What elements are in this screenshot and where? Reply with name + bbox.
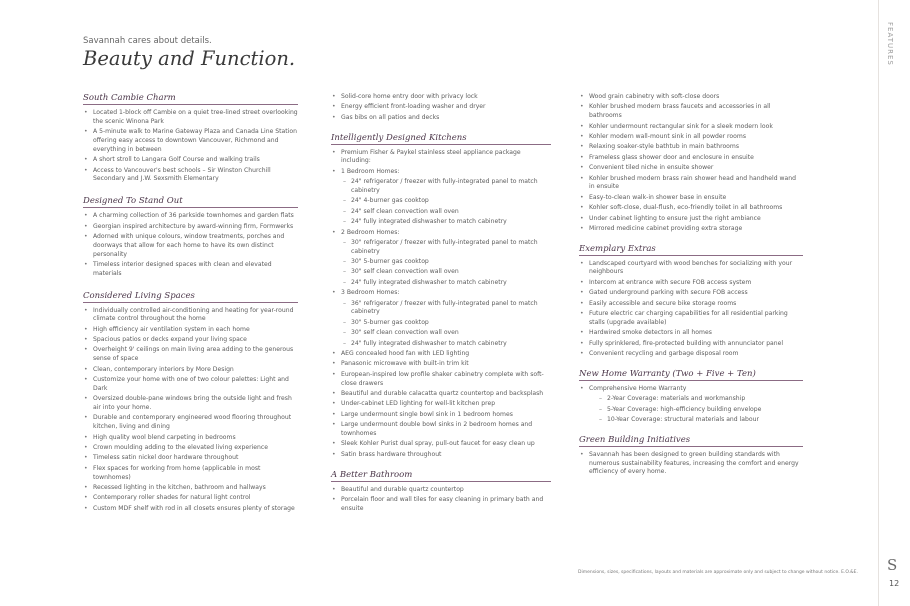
feature-item: • Panasonic microwave with built-in trim kit: [331, 360, 551, 369]
feature-list: [579, 93, 803, 234]
section-heading: Considered Living Spaces: [83, 291, 298, 303]
feature-section: [331, 133, 551, 460]
feature-item: • Individually controlled air-conditioning and heating for year-round climate control throughout the home: [83, 307, 298, 325]
feature-item: • Timeless satin nickel door hardware throughout: [83, 454, 298, 463]
feature-item: • Kohler undermount rectangular sink for a sleek modern look: [579, 123, 803, 132]
feature-item: • Access to Vancouver's best schools – Sir Winston Churchill Secondary and J.W. Sexsmith Elementary: [83, 167, 298, 185]
feature-item: • High quality wool blend carpeting in bedrooms: [83, 434, 298, 443]
feature-item: • Large undermount double bowl sinks in 2 bedroom homes and townhomes: [331, 421, 551, 439]
feature-item: • Under-cabinet LED lighting for well-lit kitchen prep: [331, 400, 551, 409]
section-heading: Intelligently Designed Kitchens: [331, 133, 551, 145]
feature-item: • Beautiful and durable quartz countertop: [331, 486, 551, 495]
feature-item: • Comprehensive Home Warranty: [579, 385, 803, 394]
feature-list: [83, 212, 298, 278]
feature-section: [579, 93, 803, 234]
feature-item: • Easy-to-clean walk-in shower base in ensuite: [579, 194, 803, 203]
feature-list: [579, 451, 803, 477]
feature-item: • A 5-minute walk to Marine Gateway Plaza and Canada Line Station offering easy access to downtown Vancouver, Richmond and everything in between: [83, 128, 298, 154]
feature-item: – 24" fully integrated dishwasher to match cabinetry: [331, 340, 551, 349]
section-label: FEATURES: [886, 22, 894, 66]
column-middle: [331, 93, 551, 515]
feature-section: [579, 435, 803, 477]
feature-item: • Recessed lighting in the kitchen, bathroom and hallways: [83, 484, 298, 493]
sidebar-strip: [878, 0, 910, 606]
feature-item: • European-inspired low profile shaker cabinetry complete with soft-close drawers: [331, 371, 551, 389]
feature-item: • Beautiful and durable calacatta quartz countertop and backsplash: [331, 390, 551, 399]
feature-item: • A charming collection of 36 parkside townhomes and garden flats: [83, 212, 298, 221]
footnote: Dimensions, sizes, specifications, layouts and materials are approximate only and subject to change without notice. E.O.&E.: [578, 570, 858, 575]
feature-section: [331, 93, 551, 123]
feature-item: • Porcelain floor and wall tiles for easy cleaning in primary bath and ensuite: [331, 496, 551, 514]
feature-item: • Sleek Kohler Purist dual spray, pull-out faucet for easy clean up: [331, 440, 551, 449]
feature-section: [83, 291, 298, 514]
feature-item: • Premium Fisher & Paykel stainless steel appliance package including:: [331, 149, 551, 167]
feature-item: • Solid-core home entry door with privacy lock: [331, 93, 551, 102]
feature-list: [579, 385, 803, 425]
page-title: Beauty and Function.: [83, 47, 296, 70]
feature-item: • Customize your home with one of two colour palettes: Light and Dark: [83, 376, 298, 394]
feature-item: • Easily accessible and secure bike storage rooms: [579, 300, 803, 309]
feature-item: • Frameless glass shower door and enclosure in ensuite: [579, 154, 803, 163]
feature-item: – 24" fully integrated dishwasher to match cabinetry: [331, 279, 551, 288]
brand-logo-icon: S: [887, 556, 898, 574]
feature-item: • Landscaped courtyard with wood benches for socializing with your neighbours: [579, 260, 803, 278]
feature-item: • Custom MDF shelf with rod in all closets ensures plenty of storage: [83, 505, 298, 514]
feature-item: • Savannah has been designed to green building standards with numerous sustainability features, increasing the comfort and energy efficiency of every home.: [579, 451, 803, 477]
feature-item: • Crown moulding adding to the elevated living experience: [83, 444, 298, 453]
feature-item: • Kohler brushed modern brass faucets and accessories in all bathrooms: [579, 103, 803, 121]
feature-item: • Gas bibs on all patios and decks: [331, 114, 551, 123]
feature-item: – 30" refrigerator / freezer with fully-integrated panel to match cabinetry: [331, 239, 551, 257]
feature-item: • Relaxing soaker-style bathtub in main bathrooms: [579, 143, 803, 152]
feature-item: – 10-Year Coverage: structural materials and labour: [579, 416, 803, 425]
feature-item: • 1 Bedroom Homes:: [331, 168, 551, 177]
feature-item: • Hardwired smoke detectors in all homes: [579, 329, 803, 338]
feature-list: [331, 93, 551, 123]
feature-item: • Timeless interior designed spaces with clean and elevated materials: [83, 261, 298, 279]
feature-item: • Fully sprinklered, fire-protected building with annunciator panel: [579, 340, 803, 349]
section-heading: South Cambie Charm: [83, 93, 298, 105]
feature-section: [83, 93, 298, 184]
feature-item: – 24" refrigerator / freezer with fully-integrated panel to match cabinetry: [331, 178, 551, 196]
feature-list: [579, 260, 803, 359]
feature-item: • Kohler brushed modern brass rain shower head and handheld wand in ensuite: [579, 175, 803, 193]
feature-item: • Durable and contemporary engineered wood flooring throughout kitchen, living and dining: [83, 414, 298, 432]
column-left: [83, 93, 298, 515]
feature-item: • Adorned with unique colours, window treatments, porches and doorways that allow for each home to have its own distinct personality: [83, 233, 298, 259]
feature-section: [83, 196, 298, 278]
feature-section: [331, 470, 551, 514]
feature-list: [83, 307, 298, 514]
feature-item: • Convenient tiled niche in ensuite shower: [579, 164, 803, 173]
feature-list: [331, 149, 551, 460]
feature-item: • Oversized double-pane windows bring the outside light and fresh air into your home.: [83, 395, 298, 413]
feature-item: • Satin brass hardware throughout: [331, 451, 551, 460]
feature-item: • Clean, contemporary interiors by More Design: [83, 366, 298, 375]
feature-item: • Overheight 9' ceilings on main living area adding to the generous sense of space: [83, 346, 298, 364]
feature-item: • Large undermount single bowl sink in 1 bedroom homes: [331, 411, 551, 420]
feature-item: – 5-Year Coverage: high-efficiency building envelope: [579, 406, 803, 415]
section-heading: Green Building Initiatives: [579, 435, 803, 447]
feature-section: [579, 369, 803, 425]
feature-item: – 24" 4-burner gas cooktop: [331, 197, 551, 206]
feature-item: • A short stroll to Langara Golf Course and walking trails: [83, 156, 298, 165]
feature-list: [331, 486, 551, 514]
feature-item: • AEG concealed hood fan with LED lighting: [331, 350, 551, 359]
feature-item: – 24" self clean convection wall oven: [331, 208, 551, 217]
section-heading: A Better Bathroom: [331, 470, 551, 482]
feature-item: • 2 Bedroom Homes:: [331, 229, 551, 238]
feature-item: – 24" fully integrated dishwasher to match cabinetry: [331, 218, 551, 227]
feature-item: – 36" refrigerator / freezer with fully-integrated panel to match cabinetry: [331, 300, 551, 318]
feature-item: • Georgian inspired architecture by award-winning firm, Formwerks: [83, 223, 298, 232]
feature-item: • Future electric car charging capabilities for all residential parking stalls (upgrade available): [579, 310, 803, 328]
feature-item: – 30" 5-burner gas cooktop: [331, 319, 551, 328]
feature-item: • Located 1-block off Cambie on a quiet tree-lined street overlooking the scenic Winona Park: [83, 109, 298, 127]
feature-item: • Mirrored medicine cabinet providing extra storage: [579, 225, 803, 234]
feature-item: • Contemporary roller shades for natural light control: [83, 494, 298, 503]
section-heading: New Home Warranty (Two + Five + Ten): [579, 369, 803, 381]
column-right: [579, 93, 803, 479]
feature-item: • Flex spaces for working from home (applicable in most townhomes): [83, 465, 298, 483]
feature-item: • Spacious patios or decks expand your living space: [83, 336, 298, 345]
feature-item: – 2-Year Coverage: materials and workmanship: [579, 395, 803, 404]
section-heading: Exemplary Extras: [579, 244, 803, 256]
feature-section: [579, 244, 803, 359]
feature-item: – 30" self clean convection wall oven: [331, 268, 551, 277]
page-number: 12: [889, 579, 900, 588]
feature-item: • Convenient recycling and garbage disposal room: [579, 350, 803, 359]
feature-item: • Under cabinet lighting to ensure just the right ambiance: [579, 215, 803, 224]
feature-item: • Intercom at entrance with secure FOB access system: [579, 279, 803, 288]
feature-list: [83, 109, 298, 184]
tagline: Savannah cares about details.: [83, 36, 212, 46]
feature-item: • Kohler modern wall-mount sink in all powder rooms: [579, 133, 803, 142]
feature-item: • Wood grain cabinetry with soft-close doors: [579, 93, 803, 102]
feature-item: • 3 Bedroom Homes:: [331, 289, 551, 298]
feature-item: • Gated underground parking with secure FOB access: [579, 289, 803, 298]
feature-item: • High efficiency air ventilation system in each home: [83, 326, 298, 335]
feature-item: • Energy efficient front-loading washer and dryer: [331, 103, 551, 112]
feature-item: – 30" self clean convection wall oven: [331, 329, 551, 338]
feature-item: – 30" 5-burner gas cooktop: [331, 258, 551, 267]
feature-item: • Kohler soft-close, dual-flush, eco-friendly toilet in all bathrooms: [579, 204, 803, 213]
section-heading: Designed To Stand Out: [83, 196, 298, 208]
